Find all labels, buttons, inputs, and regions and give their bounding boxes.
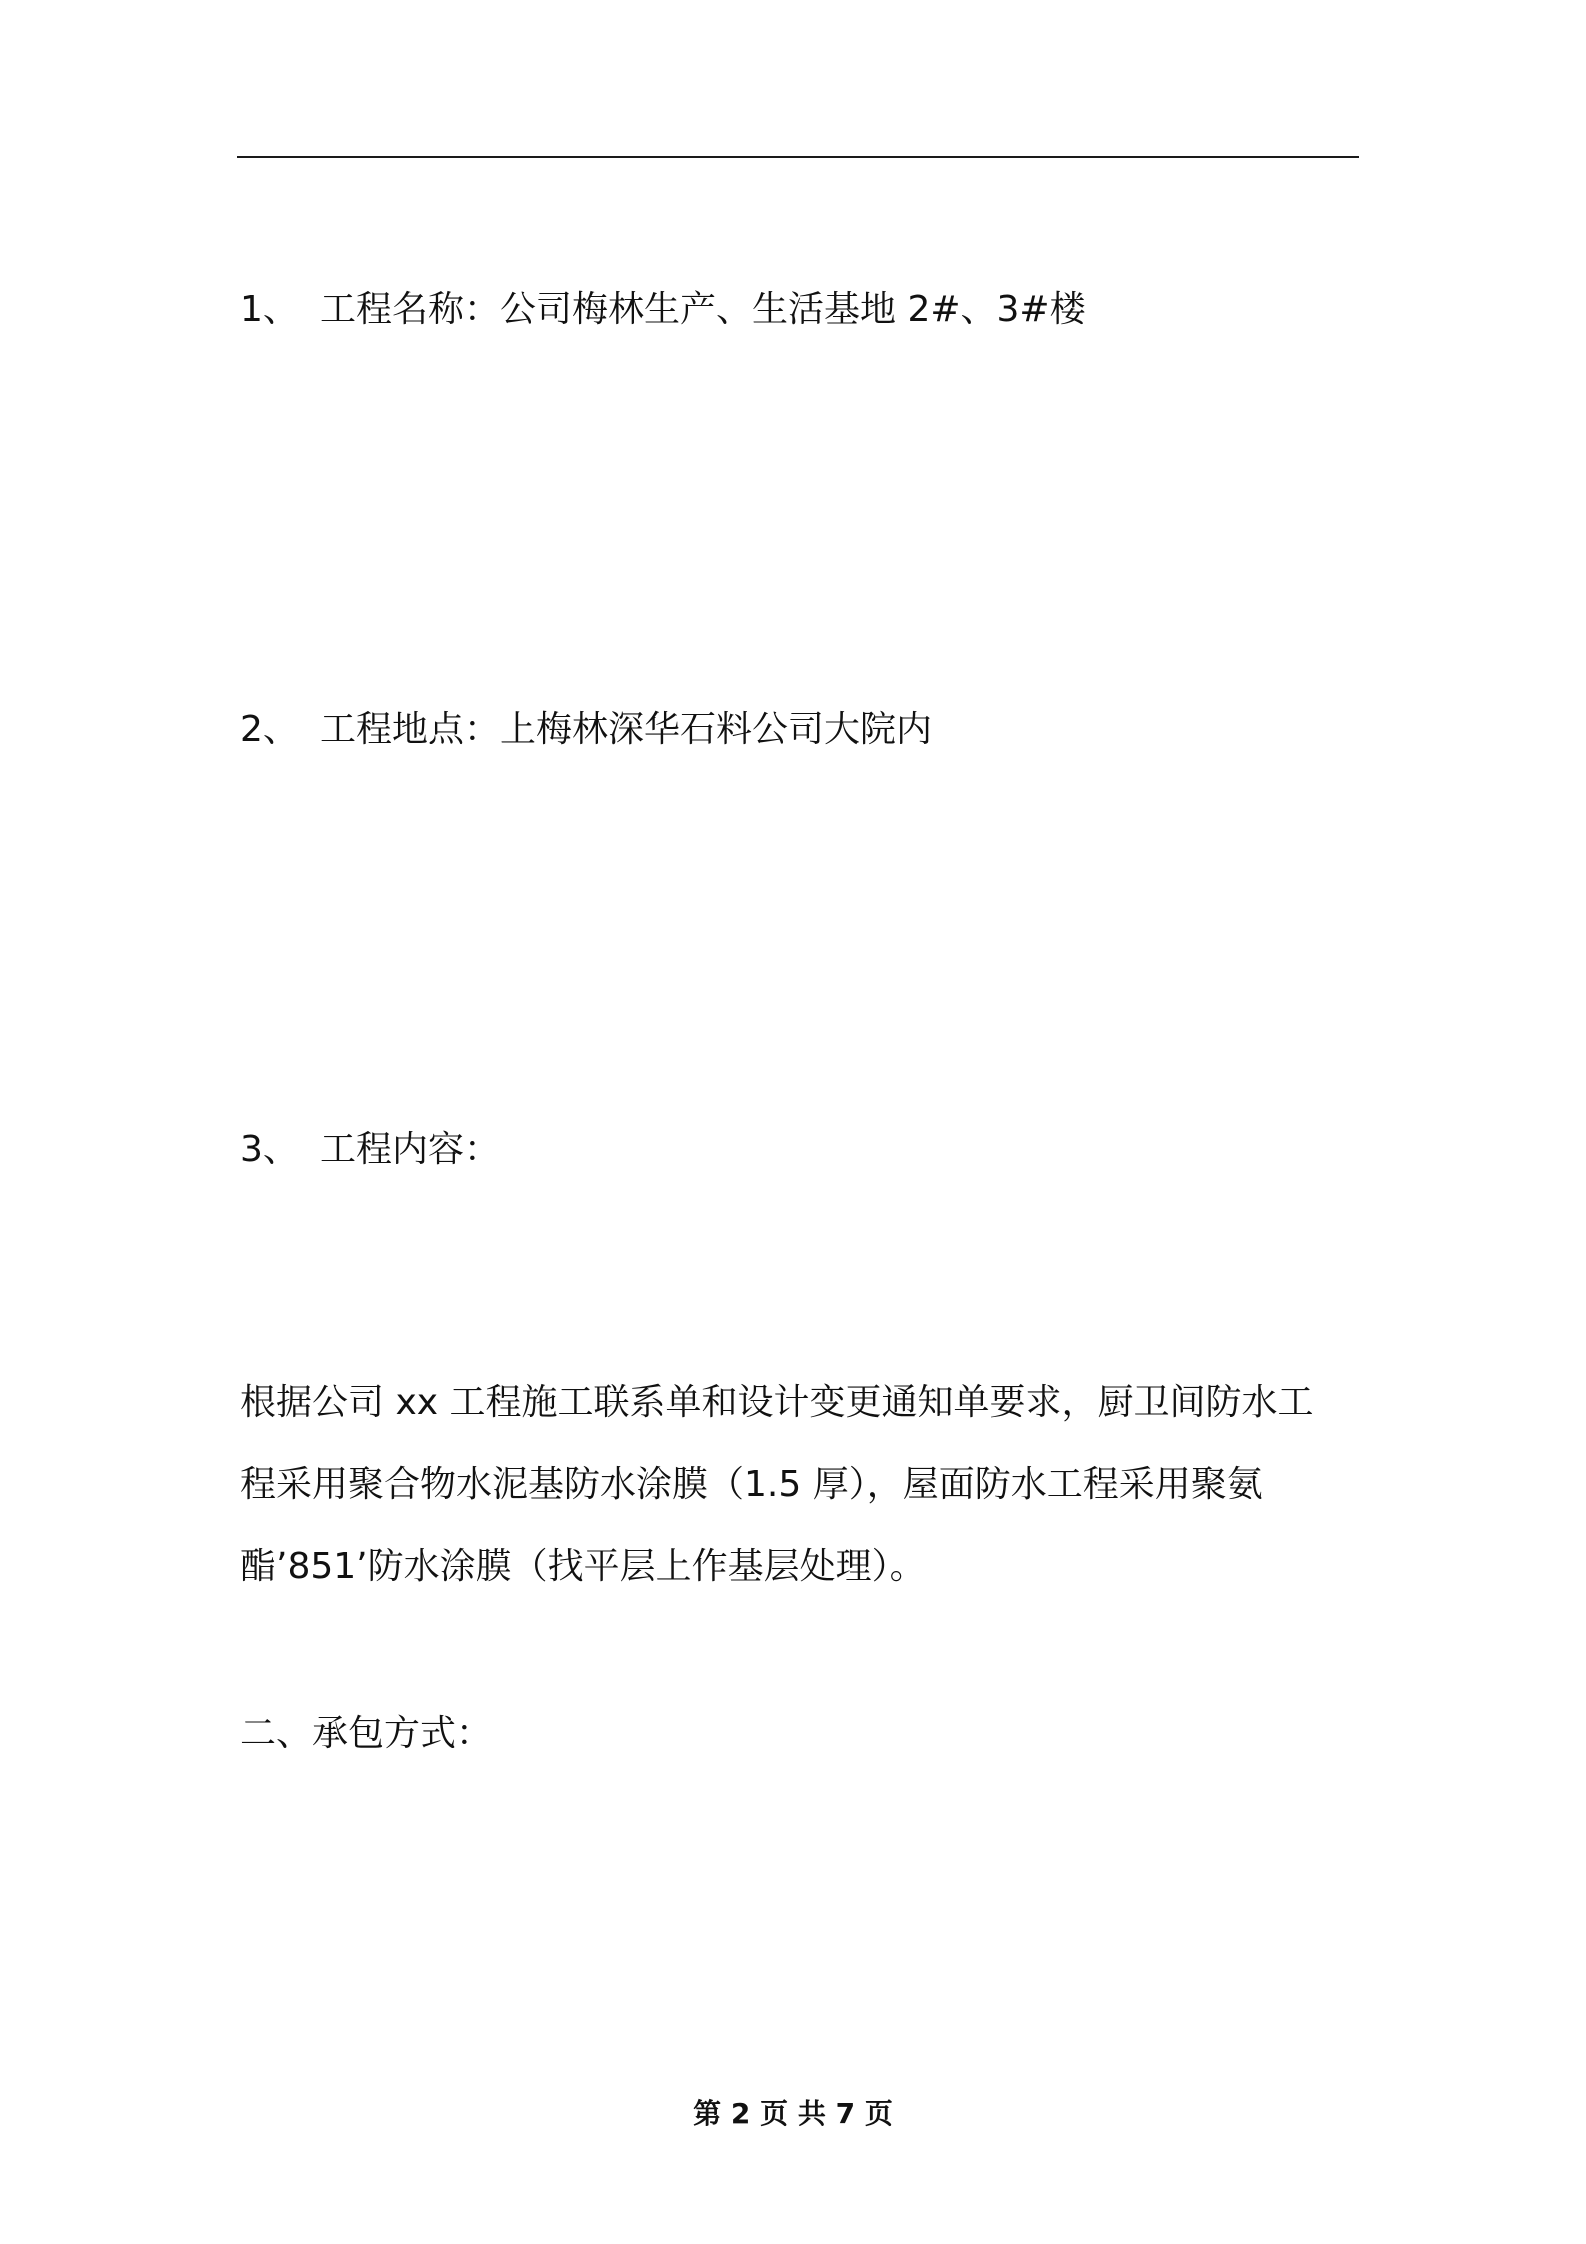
paragraph-line: 根据公司 xx 工程施工联系单和设计变更通知单要求，厨卫间防水工 (240, 1382, 1314, 1423)
header-rule (237, 156, 1359, 158)
item-project-location (240, 708, 932, 752)
item-text: 工程名称：公司梅林生产、生活基地 2#、3#楼 (320, 289, 1086, 330)
paragraph-line: 程采用聚合物水泥基防水涂膜（1.5 厚），屋面防水工程采用聚氨 (240, 1464, 1263, 1505)
item-text: 工程内容： (320, 1129, 501, 1170)
item-number: 2、 (240, 709, 299, 750)
content-paragraph (240, 1362, 1360, 1608)
page-footer: 第 2 页 共 7 页 (693, 2097, 893, 2130)
paragraph-line: 酯’851’防水涂膜（找平层上作基层处理）。 (240, 1546, 926, 1587)
item-project-content (240, 1128, 500, 1172)
item-project-name (240, 288, 1086, 332)
item-number: 3、 (240, 1129, 299, 1170)
section-heading: 二、承包方式： (240, 1713, 493, 1754)
item-number: 1、 (240, 289, 299, 330)
item-text: 工程地点：上梅林深华石料公司大院内 (320, 709, 933, 750)
